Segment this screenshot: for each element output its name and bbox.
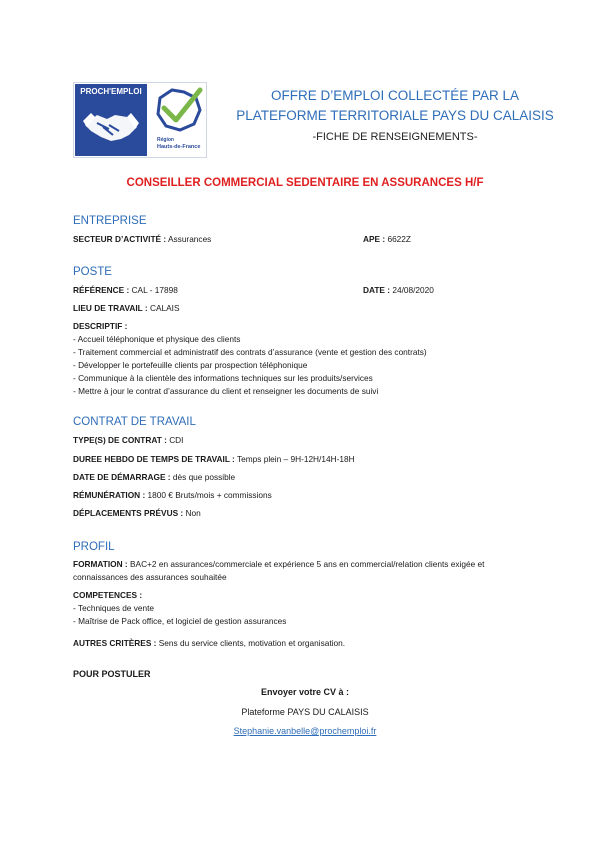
deplacements-line [73, 508, 201, 518]
competence-item: - Techniques de vente [73, 603, 155, 613]
type-contrat-line [73, 435, 183, 445]
logo-brand-panel [75, 84, 147, 156]
autres-value: Sens du service clients, motivation et organisation. [158, 638, 346, 648]
section-poste-heading: POSTE [73, 266, 112, 278]
competences-label-line [73, 590, 142, 600]
formation-line [73, 559, 484, 569]
section-profil-heading: PROFIL [73, 541, 115, 553]
pour-postuler-heading [73, 669, 151, 679]
plateforme-name: Plateforme PAYS DU CALAISIS [241, 707, 369, 717]
job-title: CONSEILLER COMMERCIAL SEDENTAIRE EN ASSURANCES H/F [126, 177, 484, 189]
demarrage-label: DATE DE DÉMARRAGE : [73, 472, 171, 482]
descriptif-item: - Mettre à jour le contrat d’assurance du client et renseigner les documents de suivi [73, 386, 379, 396]
email-link-wrapper [0, 726, 610, 736]
secteur-label: SECTEUR D’ACTIVITÉ : [73, 234, 167, 244]
envoyer-cv-text: Envoyer votre CV à : [260, 687, 350, 697]
autres-criteres-line [73, 638, 345, 648]
competences-label: COMPETENCES : [73, 590, 143, 600]
descriptif-label-line [73, 321, 127, 331]
remuneration-value: 1800 € Bruts/mois + commissions [147, 490, 272, 500]
reference-label: RÉFÉRENCE : [73, 285, 130, 295]
formation-label: FORMATION : [73, 559, 128, 569]
lieu-label: LIEU DE TRAVAIL : [73, 303, 148, 313]
lieu-value: CALAIS [149, 303, 180, 313]
duree-label: DUREE HEBDO DE TEMPS DE TRAVAIL : [73, 454, 235, 464]
lieu-travail-line [73, 303, 180, 313]
formation-line-continued: connaissances des assurances souhaitée [73, 572, 227, 582]
region-map-check-icon [150, 84, 206, 136]
descriptif-item: - Traitement commercial et administratif des contrats d’assurance (vente et gestion des contrats) [73, 347, 427, 357]
ape-line [363, 234, 411, 244]
descriptif-item: - Accueil téléphonique et physique des clients [73, 334, 241, 344]
email-link[interactable]: Stephanie.vanbelle@prochemploi.fr [233, 726, 377, 736]
header-line-3: -FICHE DE RENSEIGNEMENTS- [312, 131, 478, 143]
date-line [363, 285, 434, 295]
handshake-icon [81, 101, 141, 149]
date-demarrage-line [73, 472, 235, 482]
region-label-name: Hauts-de-France [157, 144, 201, 150]
autres-label: AUTRES CRITÈRES : [73, 638, 157, 648]
formation-value: BAC+2 en assurances/commerciale et expérience 5 ans en commercial/relation clients exigée et [130, 559, 485, 569]
section-entreprise-heading: ENTREPRISE [73, 215, 147, 227]
prochemploi-logo [73, 82, 207, 158]
ape-label: APE : [363, 234, 386, 244]
duree-value: Temps plein – 9H-12H/14H-18H [236, 454, 355, 464]
type-contrat-value: CDI [169, 435, 184, 445]
competence-item: - Maîtrise de Pack office, et logiciel de gestion assurances [73, 616, 287, 626]
descriptif-item: - Développer le portefeuille clients par prospection téléphonique [73, 360, 308, 370]
reference-value: CAL - 17898 [131, 285, 178, 295]
deplacements-value: Non [185, 508, 201, 518]
logo-brand-text: PROCH'EMPLOI [80, 87, 142, 96]
pour-postuler-text: POUR POSTULER [73, 669, 151, 679]
reference-line [73, 285, 178, 295]
demarrage-value: dès que possible [172, 472, 236, 482]
date-value: 24/08/2020 [392, 285, 434, 295]
deplacements-label: DÉPLACEMENTS PRÉVUS : [73, 508, 184, 518]
descriptif-item: - Communique à la clientèle des informations techniques sur les produits/services [73, 373, 373, 383]
secteur-value: Assurances [167, 234, 212, 244]
secteur-activite-line [73, 234, 211, 244]
region-logo [150, 84, 206, 156]
header-line-2: PLATEFORME TERRITORIALE PAYS DU CALAISIS [236, 108, 554, 123]
ape-value: 6622Z [387, 234, 411, 244]
remuneration-label: RÉMUNÉRATION : [73, 490, 146, 500]
region-label-small: Région [157, 137, 174, 143]
descriptif-label: DESCRIPTIF : [73, 321, 128, 331]
section-contrat-heading: CONTRAT DE TRAVAIL [73, 416, 196, 428]
remuneration-line [73, 490, 272, 500]
type-contrat-label: TYPE(S) DE CONTRAT : [73, 435, 167, 445]
header-line-1: OFFRE D’EMPLOI COLLECTÉE PAR LA [270, 88, 520, 103]
duree-hebdo-line [73, 454, 355, 464]
date-label: DATE : [363, 285, 391, 295]
